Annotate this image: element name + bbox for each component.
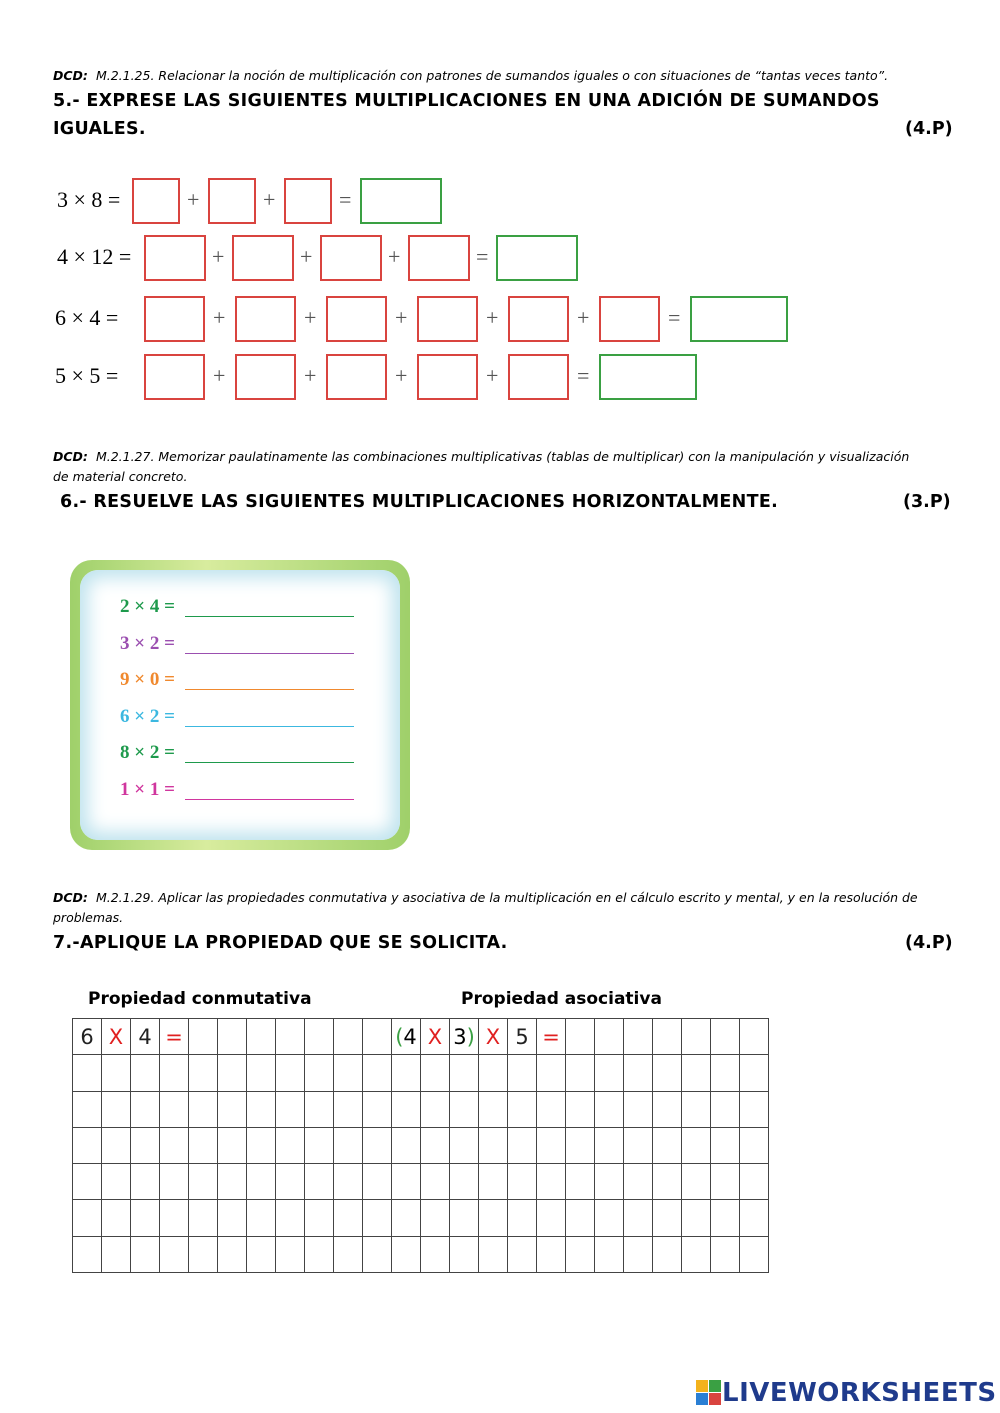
section5-title-line2: IGUALES. bbox=[53, 119, 146, 139]
grid-cell[interactable]: X bbox=[102, 1019, 131, 1055]
grid-cell[interactable] bbox=[740, 1164, 769, 1200]
grid-cell[interactable] bbox=[73, 1164, 102, 1200]
grid-cell[interactable] bbox=[682, 1236, 711, 1272]
grid-cell[interactable] bbox=[711, 1164, 740, 1200]
grid-cell[interactable] bbox=[653, 1019, 682, 1055]
grid-cell[interactable] bbox=[508, 1200, 537, 1236]
dcd-6-text-1: M.2.1.27. Memorizar paulatinamente las combinaciones multiplicativas (tablas de multiplicar) con la manipulación y visualización bbox=[95, 449, 910, 464]
plus-sign: + bbox=[304, 305, 317, 330]
equals-sign: = bbox=[476, 244, 489, 269]
grid-cell[interactable] bbox=[247, 1164, 276, 1200]
grid-cell[interactable]: = bbox=[160, 1019, 189, 1055]
addend-box[interactable] bbox=[326, 354, 387, 400]
grid-cell[interactable] bbox=[595, 1236, 624, 1272]
grid-cell[interactable] bbox=[363, 1236, 392, 1272]
grid-cell[interactable] bbox=[653, 1236, 682, 1272]
dcd-6-label: DCD: bbox=[53, 449, 88, 464]
grid-cell[interactable] bbox=[102, 1236, 131, 1272]
grid-cell[interactable] bbox=[334, 1200, 363, 1236]
plus-sign: + bbox=[395, 363, 408, 388]
equals-sign: = bbox=[668, 305, 681, 330]
grid-cell[interactable] bbox=[131, 1164, 160, 1200]
grid-cell[interactable] bbox=[363, 1127, 392, 1163]
grid-cell[interactable] bbox=[421, 1236, 450, 1272]
grid-cell[interactable] bbox=[740, 1200, 769, 1236]
plus-sign: + bbox=[187, 187, 200, 212]
section7-title: 7.-APLIQUE LA PROPIEDAD QUE SE SOLICITA. bbox=[53, 933, 508, 953]
grid-cell[interactable] bbox=[508, 1091, 537, 1127]
dcd-6 bbox=[53, 447, 958, 487]
answer-line[interactable] bbox=[185, 799, 354, 800]
equation-label: 5 × 5 = bbox=[55, 363, 119, 388]
grid-cell[interactable] bbox=[711, 1091, 740, 1127]
section7-points: (4.P) bbox=[905, 933, 953, 953]
grid-cell[interactable] bbox=[740, 1236, 769, 1272]
dcd-7-text-1: M.2.1.29. Aplicar las propiedades conmutativa y asociativa de la multiplicación en el cálculo escrito y mental, y en la resolución de bbox=[95, 890, 918, 905]
grid-cell[interactable]: X bbox=[421, 1019, 450, 1055]
grid-cell[interactable] bbox=[653, 1055, 682, 1091]
grid-cell[interactable] bbox=[247, 1200, 276, 1236]
grid-cell[interactable]: = bbox=[537, 1019, 566, 1055]
result-box[interactable] bbox=[496, 235, 578, 281]
grid-cell[interactable] bbox=[305, 1019, 334, 1055]
grid-row bbox=[73, 1091, 769, 1127]
grid-cell[interactable] bbox=[189, 1164, 218, 1200]
grid-cell[interactable] bbox=[537, 1164, 566, 1200]
addend-box[interactable] bbox=[408, 235, 470, 281]
grid-cell[interactable] bbox=[479, 1164, 508, 1200]
grid-cell[interactable] bbox=[334, 1164, 363, 1200]
grid-cell[interactable] bbox=[566, 1019, 595, 1055]
grid-cell[interactable] bbox=[276, 1019, 305, 1055]
addend-box[interactable] bbox=[320, 235, 382, 281]
grid-cell[interactable]: (4 bbox=[392, 1019, 421, 1055]
grid-cell[interactable] bbox=[508, 1055, 537, 1091]
grid-cell[interactable] bbox=[73, 1127, 102, 1163]
grid-cell[interactable] bbox=[711, 1127, 740, 1163]
grid-cell[interactable] bbox=[392, 1200, 421, 1236]
grid-cell[interactable] bbox=[740, 1127, 769, 1163]
addend-box[interactable] bbox=[232, 235, 294, 281]
addend-box[interactable] bbox=[144, 354, 205, 400]
multiplication-item: 1 × 1 = bbox=[120, 779, 175, 800]
grid-cell[interactable] bbox=[131, 1236, 160, 1272]
grid-cell[interactable] bbox=[189, 1019, 218, 1055]
addend-box[interactable] bbox=[599, 296, 660, 342]
grid-cell[interactable] bbox=[218, 1236, 247, 1272]
grid-cell[interactable] bbox=[131, 1055, 160, 1091]
grid-cell[interactable] bbox=[218, 1127, 247, 1163]
grid-cell[interactable]: 4 bbox=[131, 1019, 160, 1055]
grid-cell[interactable] bbox=[247, 1019, 276, 1055]
grid-cell[interactable] bbox=[131, 1200, 160, 1236]
plus-sign: + bbox=[213, 305, 226, 330]
grid-cell[interactable] bbox=[624, 1055, 653, 1091]
grid-cell[interactable] bbox=[305, 1164, 334, 1200]
grid-cell[interactable] bbox=[624, 1236, 653, 1272]
dcd-7-label: DCD: bbox=[53, 890, 88, 905]
equals-sign: = bbox=[577, 363, 590, 388]
grid-cell[interactable] bbox=[566, 1055, 595, 1091]
grid-cell[interactable] bbox=[305, 1091, 334, 1127]
grid-cell[interactable] bbox=[218, 1055, 247, 1091]
grid-cell[interactable] bbox=[653, 1127, 682, 1163]
grid-cell[interactable] bbox=[595, 1091, 624, 1127]
grid-cell[interactable] bbox=[160, 1091, 189, 1127]
grid-cell[interactable] bbox=[218, 1091, 247, 1127]
grid-cell[interactable] bbox=[479, 1200, 508, 1236]
grid-cell[interactable] bbox=[363, 1164, 392, 1200]
grid-cell[interactable] bbox=[160, 1055, 189, 1091]
multiplication-item: 3 × 2 = bbox=[120, 633, 175, 654]
grid-cell[interactable]: 6 bbox=[73, 1019, 102, 1055]
addend-box[interactable] bbox=[144, 296, 205, 342]
grid-row bbox=[73, 1127, 769, 1163]
grid-cell[interactable] bbox=[392, 1091, 421, 1127]
grid-cell[interactable] bbox=[624, 1200, 653, 1236]
answer-line[interactable] bbox=[185, 616, 354, 617]
grid-cell[interactable] bbox=[363, 1055, 392, 1091]
equation-label: 4 × 12 = bbox=[57, 244, 132, 269]
grid-cell[interactable] bbox=[595, 1200, 624, 1236]
grid-cell[interactable] bbox=[566, 1164, 595, 1200]
grid-cell[interactable] bbox=[218, 1200, 247, 1236]
grid-cell[interactable] bbox=[450, 1127, 479, 1163]
grid-cell[interactable] bbox=[102, 1091, 131, 1127]
grid-cell[interactable] bbox=[421, 1055, 450, 1091]
grid-cell[interactable] bbox=[276, 1164, 305, 1200]
equation-label: 6 × 4 = bbox=[55, 305, 119, 330]
grid-row bbox=[73, 1200, 769, 1236]
grid-cell[interactable] bbox=[189, 1127, 218, 1163]
grid-cell[interactable] bbox=[276, 1200, 305, 1236]
grid-cell[interactable] bbox=[450, 1236, 479, 1272]
grid-cell[interactable] bbox=[305, 1055, 334, 1091]
conmutativa-label: Propiedad conmutativa bbox=[88, 989, 312, 1009]
dcd-5-text: M.2.1.25. Relacionar la noción de multiplicación con patrones de sumandos iguales o con situaciones de “tantas veces tanto”. bbox=[95, 68, 889, 83]
grid-cell[interactable] bbox=[595, 1055, 624, 1091]
grid-cell[interactable] bbox=[624, 1019, 653, 1055]
grid-cell[interactable] bbox=[566, 1127, 595, 1163]
grid-cell[interactable] bbox=[537, 1127, 566, 1163]
grid-cell[interactable] bbox=[537, 1055, 566, 1091]
grid-cell[interactable] bbox=[479, 1055, 508, 1091]
grid-cell[interactable] bbox=[160, 1164, 189, 1200]
grid-cell[interactable] bbox=[421, 1164, 450, 1200]
multiplication-item: 9 × 0 = bbox=[120, 669, 175, 690]
grid-cell[interactable] bbox=[479, 1236, 508, 1272]
grid-cell[interactable] bbox=[363, 1019, 392, 1055]
grid-cell[interactable] bbox=[653, 1200, 682, 1236]
grid-cell[interactable] bbox=[392, 1055, 421, 1091]
brand-name: LIVEWORKSHEETS bbox=[722, 1378, 997, 1408]
plus-sign: + bbox=[388, 244, 401, 269]
plus-sign: + bbox=[212, 244, 225, 269]
addend-box[interactable] bbox=[284, 178, 332, 224]
grid-cell[interactable] bbox=[73, 1236, 102, 1272]
grid-cell[interactable] bbox=[682, 1200, 711, 1236]
section6-points: (3.P) bbox=[903, 492, 951, 512]
grid-cell[interactable] bbox=[392, 1127, 421, 1163]
grid-cell[interactable] bbox=[131, 1091, 160, 1127]
dcd-7 bbox=[53, 888, 958, 928]
dcd-5-label: DCD: bbox=[53, 68, 88, 83]
addend-box[interactable] bbox=[326, 296, 387, 342]
grid-cell[interactable] bbox=[624, 1164, 653, 1200]
multiplication-item: 2 × 4 = bbox=[120, 596, 175, 617]
grid-cell[interactable] bbox=[479, 1091, 508, 1127]
dcd-6-text-2: de material concreto. bbox=[53, 469, 188, 484]
addend-box[interactable] bbox=[417, 354, 478, 400]
grid-cell[interactable] bbox=[711, 1200, 740, 1236]
grid-cell[interactable] bbox=[450, 1055, 479, 1091]
plus-sign: + bbox=[300, 244, 313, 269]
grid-cell[interactable] bbox=[102, 1055, 131, 1091]
grid-cell[interactable] bbox=[624, 1091, 653, 1127]
grid-cell[interactable] bbox=[363, 1091, 392, 1127]
grid-cell[interactable]: 5 bbox=[508, 1019, 537, 1055]
grid-cell[interactable] bbox=[682, 1127, 711, 1163]
grid-cell[interactable] bbox=[421, 1200, 450, 1236]
result-box[interactable] bbox=[690, 296, 788, 342]
grid-cell[interactable] bbox=[305, 1236, 334, 1272]
grid-cell[interactable] bbox=[711, 1236, 740, 1272]
grid-cell[interactable] bbox=[624, 1127, 653, 1163]
grid-cell[interactable] bbox=[305, 1127, 334, 1163]
result-box[interactable] bbox=[360, 178, 442, 224]
equation-label: 3 × 8 = bbox=[57, 187, 121, 212]
result-box[interactable] bbox=[599, 354, 697, 400]
grid-cell[interactable] bbox=[247, 1055, 276, 1091]
grid-cell[interactable] bbox=[247, 1127, 276, 1163]
grid-cell[interactable] bbox=[711, 1055, 740, 1091]
liveworksheets-logo bbox=[696, 1378, 997, 1408]
grid-cell[interactable] bbox=[247, 1236, 276, 1272]
grid-cell[interactable] bbox=[740, 1055, 769, 1091]
section6-title: 6.- RESUELVE LAS SIGUIENTES MULTIPLICACIONES HORIZONTALMENTE. bbox=[60, 492, 779, 512]
grid-cell[interactable] bbox=[73, 1200, 102, 1236]
grid-cell[interactable] bbox=[479, 1127, 508, 1163]
plus-sign: + bbox=[577, 305, 590, 330]
asociativa-label: Propiedad asociativa bbox=[461, 989, 662, 1009]
grid-cell[interactable] bbox=[160, 1200, 189, 1236]
grid-cell[interactable] bbox=[653, 1164, 682, 1200]
section5-title-line1: 5.- EXPRESE LAS SIGUIENTES MULTIPLICACIONES EN UNA ADICIÓN DE SUMANDOS bbox=[53, 91, 880, 111]
grid-cell[interactable] bbox=[160, 1127, 189, 1163]
answer-line[interactable] bbox=[185, 762, 354, 763]
grid-cell[interactable] bbox=[363, 1200, 392, 1236]
grid-cell[interactable] bbox=[653, 1091, 682, 1127]
grid-cell[interactable] bbox=[276, 1091, 305, 1127]
grid-cell[interactable] bbox=[218, 1164, 247, 1200]
grid-cell[interactable] bbox=[508, 1164, 537, 1200]
addend-box[interactable] bbox=[508, 296, 569, 342]
answer-grid bbox=[72, 1018, 769, 1273]
grid-cell[interactable] bbox=[189, 1055, 218, 1091]
grid-row bbox=[73, 1019, 769, 1055]
grid-cell[interactable] bbox=[334, 1236, 363, 1272]
grid-cell[interactable] bbox=[276, 1127, 305, 1163]
grid-cell[interactable] bbox=[131, 1127, 160, 1163]
grid-cell[interactable] bbox=[682, 1055, 711, 1091]
grid-cell[interactable] bbox=[102, 1127, 131, 1163]
grid-row bbox=[73, 1236, 769, 1272]
grid-cell[interactable] bbox=[740, 1091, 769, 1127]
equals-sign: = bbox=[339, 187, 352, 212]
grid-cell[interactable] bbox=[160, 1236, 189, 1272]
addend-box[interactable] bbox=[132, 178, 180, 224]
multiplication-item: 8 × 2 = bbox=[120, 742, 175, 763]
grid-cell[interactable] bbox=[508, 1236, 537, 1272]
grid-cell[interactable] bbox=[334, 1127, 363, 1163]
grid-cell[interactable] bbox=[421, 1091, 450, 1127]
grid-cell[interactable] bbox=[450, 1200, 479, 1236]
grid-row bbox=[73, 1055, 769, 1091]
grid-cell[interactable] bbox=[247, 1091, 276, 1127]
plus-sign: + bbox=[486, 305, 499, 330]
grid-cell[interactable]: X bbox=[479, 1019, 508, 1055]
dcd-7-text-2: problemas. bbox=[53, 910, 124, 925]
grid-cell[interactable] bbox=[682, 1019, 711, 1055]
plus-sign: + bbox=[263, 187, 276, 212]
grid-cell[interactable] bbox=[711, 1019, 740, 1055]
grid-cell[interactable] bbox=[392, 1236, 421, 1272]
addend-box[interactable] bbox=[208, 178, 256, 224]
plus-sign: + bbox=[486, 363, 499, 388]
grid-cell[interactable] bbox=[421, 1127, 450, 1163]
grid-cell[interactable] bbox=[334, 1019, 363, 1055]
grid-cell[interactable] bbox=[566, 1236, 595, 1272]
grid-cell[interactable] bbox=[189, 1200, 218, 1236]
section5-points: (4.P) bbox=[905, 119, 953, 139]
grid-cell[interactable] bbox=[450, 1164, 479, 1200]
plus-sign: + bbox=[395, 305, 408, 330]
addend-box[interactable] bbox=[235, 296, 296, 342]
addend-box[interactable] bbox=[144, 235, 206, 281]
grid-cell[interactable] bbox=[682, 1091, 711, 1127]
grid-cell[interactable] bbox=[73, 1055, 102, 1091]
grid-cell[interactable] bbox=[595, 1019, 624, 1055]
grid-cell[interactable] bbox=[189, 1236, 218, 1272]
grid-cell[interactable] bbox=[740, 1019, 769, 1055]
grid-cell[interactable] bbox=[537, 1200, 566, 1236]
grid-cell[interactable] bbox=[276, 1055, 305, 1091]
grid-cell[interactable] bbox=[566, 1091, 595, 1127]
grid-cell[interactable] bbox=[595, 1127, 624, 1163]
grid-cell[interactable] bbox=[305, 1200, 334, 1236]
dcd-5 bbox=[53, 66, 888, 86]
addend-box[interactable] bbox=[508, 354, 569, 400]
plus-sign: + bbox=[304, 363, 317, 388]
grid-cell[interactable] bbox=[102, 1164, 131, 1200]
grid-cell[interactable] bbox=[595, 1164, 624, 1200]
grid-cell[interactable] bbox=[73, 1091, 102, 1127]
answer-line[interactable] bbox=[185, 689, 354, 690]
grid-cell[interactable] bbox=[566, 1200, 595, 1236]
addend-box[interactable] bbox=[235, 354, 296, 400]
multiplication-item: 6 × 2 = bbox=[120, 706, 175, 727]
grid-cell[interactable] bbox=[334, 1055, 363, 1091]
grid-cell[interactable] bbox=[189, 1091, 218, 1127]
grid-cell[interactable] bbox=[537, 1091, 566, 1127]
logo-icon bbox=[696, 1380, 722, 1406]
grid-cell[interactable] bbox=[102, 1200, 131, 1236]
grid-cell[interactable] bbox=[276, 1236, 305, 1272]
grid-cell[interactable] bbox=[682, 1164, 711, 1200]
answer-line[interactable] bbox=[185, 653, 354, 654]
plus-sign: + bbox=[213, 363, 226, 388]
grid-cell[interactable] bbox=[334, 1091, 363, 1127]
grid-cell[interactable]: 3) bbox=[450, 1019, 479, 1055]
grid-cell[interactable] bbox=[537, 1236, 566, 1272]
grid-cell[interactable] bbox=[392, 1164, 421, 1200]
addend-box[interactable] bbox=[417, 296, 478, 342]
grid-cell[interactable] bbox=[450, 1091, 479, 1127]
grid-cell[interactable] bbox=[218, 1019, 247, 1055]
answer-line[interactable] bbox=[185, 726, 354, 727]
grid-row bbox=[73, 1164, 769, 1200]
grid-cell[interactable] bbox=[508, 1127, 537, 1163]
